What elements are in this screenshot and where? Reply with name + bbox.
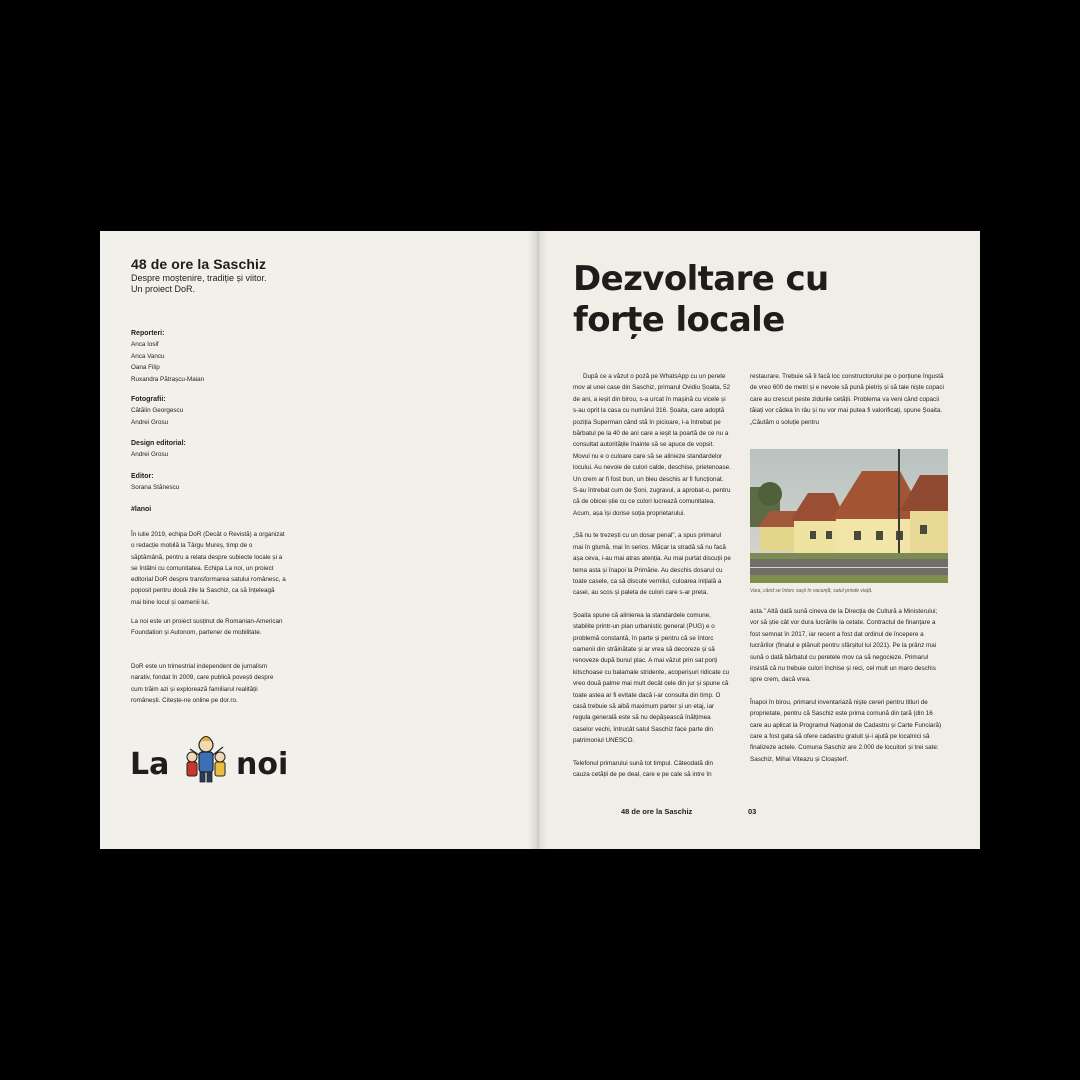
village-houses-image	[750, 449, 948, 583]
credits-reporters	[131, 329, 204, 385]
article-paragraph: Telefonul primarului sună tot timpul. Câteodată din cauza cetății de pe deal, care e pe cale să intre în	[573, 759, 714, 778]
credits-editor	[131, 472, 179, 494]
credits-label: Design editorial:	[131, 440, 186, 447]
credit-name: Oana Filip	[131, 364, 160, 371]
photo-caption: Vara, când se întorc sașii în vacanță, satul prinde viață.	[750, 588, 873, 594]
article-paragraph: asta.” Altă dată sună cineva de la Direcția de Cultură a Ministerului; vor să știe cât vor dura lucrările la cetate. Contractul de finanțare a fost semnat în 2017, iar recent a fost dat ordinul de începere a lucrărilor (finalul e plănuit pentru sfârșitul lui 2021). Pe la prânz mai sună o dată bărbatul cu peretele mov ca să negocieze. Primarul insistă că nu trebuie culori închise și reci, cel mult un maro deschis spre crem, dacă vrea.	[750, 608, 938, 684]
credits-label: Editor:	[131, 473, 154, 480]
credit-name: Sorana Stănescu	[131, 484, 180, 491]
article-column-2-top	[750, 371, 946, 428]
left-page	[100, 231, 537, 849]
credits-label: Reporteri:	[131, 330, 165, 337]
credits-photos	[131, 395, 183, 428]
article-paragraph: Înapoi în birou, primarul inventariază niște cereri pentru titluri de proprietate, pentru că Saschiz este prima comună din țară (din 16 care au aplicat la Programul Național de Cadastru și Carte Funciară) care a fost gata să ofere cadastru gratuit și-i ajută pe localnici să finalizeze actele. Comuna Saschiz are 2.000 de locuitori și trei sate: Saschiz, Mihai Viteazu și Cloașterf.	[750, 698, 942, 763]
article-paragraph: restaurare. Trebuie să îi facă loc constructorului pe o porțiune îngustă de vreo 600 de metri și e nevoie să pună pietriș și să taie niște copaci care au crescut peste zidurile cetății. Problema va veni când copacii tăiați vor cădea în râu și nu vor mai putea fi valorificați, spune Șoaita. „Căutăm o soluție pentru	[750, 373, 944, 426]
page-footer-title: 48 de ore la Saschiz	[621, 807, 693, 816]
magazine-spread	[100, 231, 980, 849]
article-headline	[573, 259, 953, 341]
article-column-2-bottom	[750, 606, 946, 765]
credit-name: Cătălin Georgescu	[131, 407, 184, 414]
village-photo	[750, 449, 948, 583]
credit-name: Andrei Grosu	[131, 451, 169, 458]
article-paragraph: După ce a văzut o poză pe WhatsApp cu un perete mov al unei case din Saschiz, primarul Ovidiu Șoaita, 52 de ani, a ieșit din birou, s-a urcat în mașină cu vicele și s-au oprit la casa cu numărul 316. Șoaita, care adoptă poziția Superman când stă în picioare, l-a întrebat pe bărbatul pe la 40 de ani care a ieșit la poartă de ce nu a consultat autoritățile înainte să se apuce de vopsit. Movul nu e o culoare care să se alinieze standardelor locului. Au nevoie de culori calde, deschise, prietenoase. Un crem ar fi fost bun, un bleu deschis ar fi funcționat. S-au întrebat cum de Șoni, zugravul, a aprobat-o, pentru că de obicei știe cu ce culori lucrează comunitatea. Acum, așa își dorise soția proprietarului.	[573, 373, 731, 517]
article-paragraph: „Să nu te trezești cu un dosar penal”, a spus primarul mai în glumă, mai în serios. Măcar la stradă să nu facă așa ceva, i-au mai atras atenția. Au mai purtat discuții pe tema asta și înapoi la Primărie. Au deschis dosarul cu toate casele, ca să discute vernilul, culoarea inițială a casei, au scos și paleta de culori care s-ar preta.	[573, 532, 731, 597]
hashtag: #lanoi	[131, 506, 152, 513]
la-noi-logo	[130, 741, 295, 789]
headline-line-1: Dezvoltare cu	[573, 259, 829, 299]
page-number: 03	[748, 807, 757, 816]
article-paragraph: Șoaita spune că alinierea la standardele comune, stabilite printr-un plan urbanistic general (PUG) e o problemă constantă, în parte și pentru că se întorc oamenii din străinătate și ar vrea să decoreze și să renoveze după bunul plac. A mai văzut prin sat porți kitschoase cu balamale stridente, acoperișuri ridicate cu vreo două palme mai mult decât cele din jur și spune că toate astea ar fi evitate dacă i-ar consulta din timp. O casă trebuie să aibă maximum parter și un etaj, iar regula generală este să nu depășească înălțimea caselor vechi, întrucât satul Saschiz face parte din patrimoniul UNESCO.	[573, 611, 730, 745]
credit-name: Anca Vancu	[131, 352, 165, 360]
right-page	[537, 231, 980, 849]
logo-text-left: La	[130, 747, 170, 782]
family-illustration-icon	[178, 731, 234, 787]
credits-design	[131, 439, 186, 461]
spread-gutter	[528, 231, 548, 849]
credit-name: Andrei Grosu	[131, 418, 169, 426]
article-column-1	[573, 371, 731, 780]
magazine-subtitle	[131, 273, 351, 295]
about-paragraph-1: În iulie 2019, echipa DoR (Decât o Revistă) a organizat o redacție mobilă la Târgu Mureș, timp de o săptămână, pentru a relata despre subiecte locale și a se întâlni cu comunitatea. Echipa La noi, un proiect editorial DoR despre transformarea satului românesc, a poposit pentru două zile la Saschiz, ca să înțeleagă mai bine locul și oamenii lui.	[131, 531, 286, 606]
headline-line-2: forțe locale	[573, 300, 785, 340]
subtitle-line-1: Despre moștenire, tradiție și viitor.	[131, 273, 267, 283]
credit-name: Anca Iosif	[131, 341, 159, 348]
credits-label: Fotografii:	[131, 396, 166, 403]
logo-text-right: noi	[236, 747, 289, 782]
about-paragraph-2: La noi este un proiect susținut de Romanian-American Foundation și Autonom, partener de mobilitate.	[131, 618, 283, 637]
subtitle-line-2: Un proiect DoR.	[131, 284, 196, 294]
credit-name: Ruxandra Pătrașcu-Maian	[131, 375, 205, 383]
about-paragraph-3: DoR este un trimestrial independent de jurnalism narativ, fondat în 2009, care publică povești despre cum trăim azi și explorează familiarul realității românești. Citește-ne online pe dor.ro.	[131, 663, 274, 704]
magazine-title: 48 de ore la Saschiz	[131, 256, 267, 272]
